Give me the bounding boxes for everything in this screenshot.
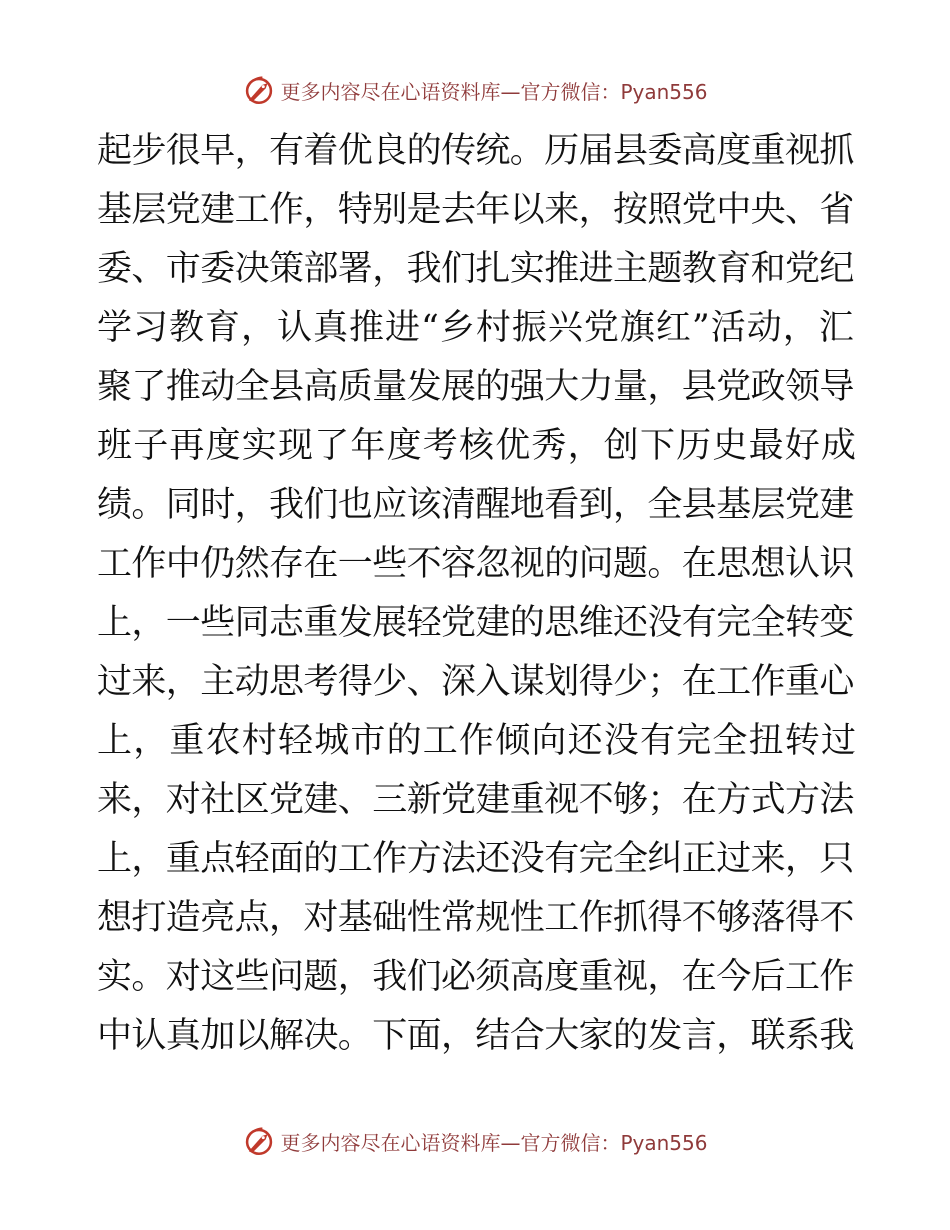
body-line: 委、市委决策部署，我们扎实推进主题教育和党纪	[97, 249, 854, 289]
body-line: 过来，主动思考得少、深入谋划得少；在工作重心	[97, 662, 854, 702]
body-line: 上，一些同志重发展轻党建的思维还没有完全转变	[97, 603, 854, 643]
body-line: 上，重点轻面的工作方法还没有完全纠正过来，只	[97, 839, 854, 879]
body-line: 想打造亮点，对基础性常规性工作抓得不够落得不	[97, 898, 854, 938]
body-line: 班子再度实现了年度考核优秀，创下历史最好成	[97, 426, 858, 466]
body-line: 聚了推动全县高质量发展的强大力量，县党政领导	[97, 367, 854, 407]
body-line: 工作中仍然存在一些不容忽视的问题。在思想认识	[97, 544, 854, 584]
body-line: 上，重农村轻城市的工作倾向还没有完全扭转过	[97, 721, 858, 761]
body-line: 学习教育，认真推进“乡村振兴党旗红”活动，汇	[97, 308, 855, 348]
footer-banner	[0, 1121, 950, 1161]
document-body	[97, 122, 857, 1066]
body-line: 实。对这些问题，我们必须高度重视，在今后工作	[97, 957, 854, 997]
body-line: 中认真加以解决。下面，结合大家的发言，联系我	[97, 1016, 854, 1056]
header-banner-text: 更多内容尽在心语资料库—官方微信：Pyan556	[280, 79, 708, 104]
body-line: 绩。同时，我们也应该清醒地看到，全县基层党建	[97, 485, 854, 525]
body-line: 来，对社区党建、三新党建重视不够；在方式方法	[97, 780, 854, 820]
pen-nib-logo-icon	[242, 73, 276, 107]
header-banner	[0, 70, 950, 110]
footer-banner-text: 更多内容尽在心语资料库—官方微信：Pyan556	[280, 1130, 708, 1155]
body-line: 起步很早，有着优良的传统。历届县委高度重视抓	[97, 131, 854, 171]
body-line: 基层党建工作，特别是去年以来，按照党中央、省	[97, 190, 854, 230]
pen-nib-logo-icon	[242, 1124, 276, 1158]
